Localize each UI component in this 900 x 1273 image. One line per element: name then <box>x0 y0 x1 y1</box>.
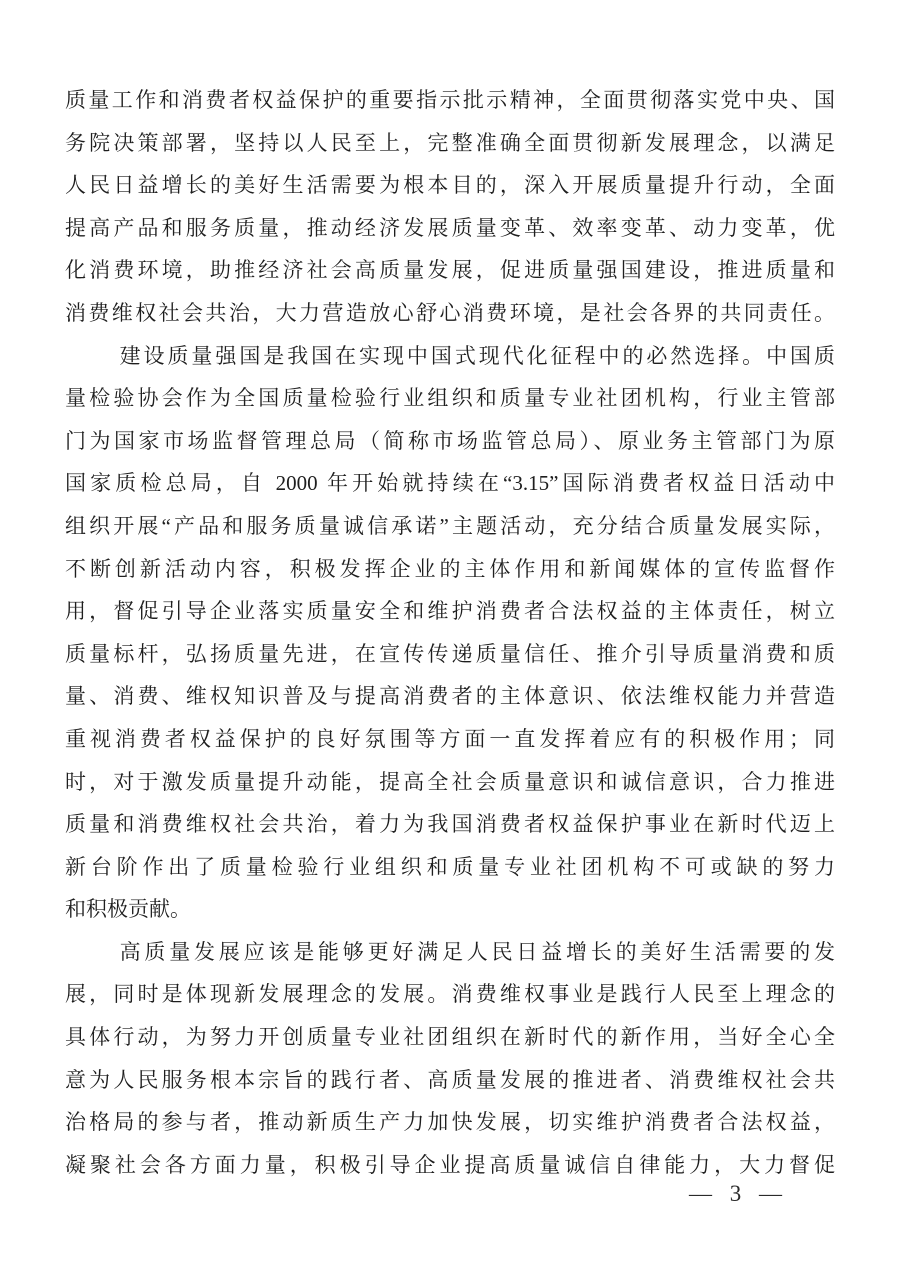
text-line: 组织开展“产品和服务质量诚信承诺”主题活动，充分结合质量发展实际， <box>65 513 835 538</box>
text-line: 消费维权社会共治，大力营造放心舒心消费环境，是社会各界的共同责任。 <box>65 300 835 325</box>
paragraph-high-quality-development <box>65 931 835 1187</box>
text-line: 新台阶作出了质量检验行业组织和质量专业社团机构不可或缺的努力 <box>65 854 835 879</box>
text-line: 凝聚社会各方面力量，积极引导企业提高质量诚信自律能力，大力督促 <box>65 1152 835 1177</box>
text-line: 质量标杆，弘扬质量先进，在宣传传递质量信任、推介引导质量消费和质 <box>65 641 835 666</box>
text-line: 时，对于激发质量提升动能，提高全社会质量意识和诚信意识，合力推进 <box>65 769 835 794</box>
text-line: 量检验协会作为全国质量检验行业组织和质量专业社团机构，行业主管部 <box>65 386 835 411</box>
text-line: 意为人民服务根本宗旨的践行者、高质量发展的推进者、消费维权社会共 <box>65 1067 835 1092</box>
paragraph-quality-association <box>65 335 835 931</box>
body-text <box>65 79 835 1186</box>
text-line: 化消费环境，助推经济社会高质量发展，促进质量强国建设，推进质量和 <box>65 258 835 283</box>
text-line: 质量和消费维权社会共治，着力为我国消费者权益保护事业在新时代迈上 <box>65 812 835 837</box>
text-line: 具体行动，为努力开创质量专业社团组织在新时代的新作用，当好全心全 <box>65 1025 835 1050</box>
text-line: 建设质量强国是我国在实现中国式现代化征程中的必然选择。中国质 <box>119 343 835 368</box>
paragraph-continued <box>65 79 835 335</box>
text-line: 量、消费、维权知识普及与提高消费者的主体意识、依法维权能力并营造 <box>65 684 835 709</box>
text-line: 和积极贡献。 <box>65 897 191 922</box>
page-number: — 3 — <box>689 1181 788 1206</box>
text-line: 质量工作和消费者权益保护的重要指示批示精神，全面贯彻落实党中央、国 <box>65 88 835 112</box>
text-line: 提高产品和服务质量，推动经济发展质量变革、效率变革、动力变革，优 <box>65 215 835 240</box>
text-line: 国家质检总局，自 2000 年开始就持续在“3.15”国际消费者权益日活动中 <box>65 471 835 496</box>
text-line: 不断创新活动内容，积极发挥企业的主体作用和新闻媒体的宣传监督作 <box>65 556 835 581</box>
text-line: 用，督促引导企业落实质量安全和维护消费者合法权益的主体责任，树立 <box>65 599 835 624</box>
text-line: 务院决策部署，坚持以人民至上，完整准确全面贯彻新发展理念，以满足 <box>65 130 835 155</box>
text-line: 展，同时是体现新发展理念的发展。消费维权事业是践行人民至上理念的 <box>65 982 835 1007</box>
text-line: 重视消费者权益保护的良好氛围等方面一直发挥着应有的积极作用；同 <box>65 726 835 751</box>
text-line: 人民日益增长的美好生活需要为根本目的，深入开展质量提升行动，全面 <box>65 173 835 198</box>
text-line: 治格局的参与者，推动新质生产力加快发展，切实维护消费者合法权益， <box>65 1110 835 1135</box>
text-line: 高质量发展应该是能够更好满足人民日益增长的美好生活需要的发 <box>119 939 835 964</box>
text-line: 门为国家市场监督管理总局（简称市场监管总局）、原业务主管部门为原 <box>65 428 835 453</box>
